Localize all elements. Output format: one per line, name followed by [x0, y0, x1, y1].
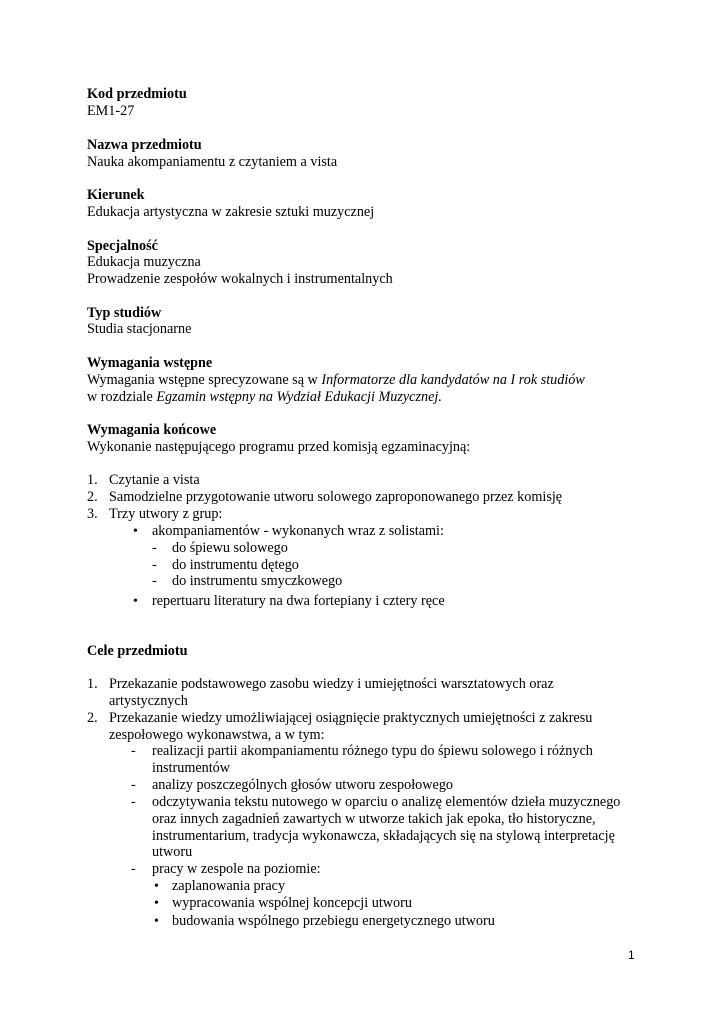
specialty-line: Prowadzenie zespołów wokalnych i instrumentalnych — [87, 271, 393, 287]
list-item: Czytanie a vista — [109, 472, 200, 488]
prerequisites-line2-italic: Egzamin wstępny na Wydział Edukacji Muzycznej. — [156, 389, 442, 405]
specialty-heading: Specjalność — [87, 238, 158, 254]
code-heading: Kod przedmiotu — [87, 86, 187, 102]
list-number: 1. — [87, 676, 98, 692]
prerequisites-line1-italic: Informatorze dla kandydatów na I rok studiów — [321, 372, 585, 388]
final-requirements-intro: Wykonanie następującego programu przed komisją egzaminacyjną: — [87, 439, 471, 455]
list-item: do instrumentu dętego — [172, 557, 299, 573]
dash-marker: - — [131, 861, 136, 877]
list-item: artystycznych — [109, 693, 188, 709]
list-item: repertuaru literatury na dwa fortepiany i cztery ręce — [152, 593, 445, 609]
list-item: analizy poszczególnych głosów utworu zespołowego — [152, 777, 454, 793]
list-number: 3. — [87, 506, 98, 522]
bullet-icon: • — [154, 879, 159, 894]
page-number: 1 — [628, 948, 635, 962]
list-item: Trzy utwory z grup: — [109, 506, 223, 522]
list-item: wypracowania wspólnej koncepcji utworu — [172, 895, 412, 911]
bullet-icon: • — [133, 524, 138, 539]
dash-marker: - — [131, 794, 136, 810]
bullet-icon: • — [154, 896, 159, 911]
dash-marker: - — [131, 777, 136, 793]
list-item: akompaniamentów - wykonanych wraz z solistami: — [152, 523, 444, 539]
list-number: 1. — [87, 472, 98, 488]
list-item: do instrumentu smyczkowego — [172, 573, 343, 589]
list-item: oraz innych zagadnień zawartych w utworze takich jak epoka, tło historyczne, — [152, 811, 596, 827]
list-item: instrumentów — [152, 760, 231, 776]
prerequisites-line1-text: Wymagania wstępne sprecyzowane są w — [87, 372, 322, 388]
list-item: utworu — [152, 844, 193, 860]
list-number: 2. — [87, 489, 98, 505]
list-item: budowania wspólnego przebiegu energetycznego utworu — [172, 913, 495, 929]
list-item: pracy w zespole na poziomie: — [152, 861, 321, 877]
list-item: Samodzielne przygotowanie utworu solowego zaproponowanego przez komisję — [109, 489, 563, 505]
code-value: EM1-27 — [87, 103, 135, 119]
list-item: do śpiewu solowego — [172, 540, 288, 556]
list-item: instrumentarium, tradycja wykonawcza, składających się na stylową interpretację — [152, 828, 615, 844]
study-type-value: Studia stacjonarne — [87, 321, 192, 337]
direction-value: Edukacja artystyczna w zakresie sztuki muzycznej — [87, 204, 375, 220]
dash-marker: - — [152, 540, 157, 556]
final-requirements-heading: Wymagania końcowe — [87, 422, 217, 438]
dash-marker: - — [152, 573, 157, 589]
list-item: realizacji partii akompaniamentu różnego typu do śpiewu solowego i różnych — [152, 743, 593, 759]
prerequisites-heading: Wymagania wstępne — [87, 355, 213, 371]
dash-marker: - — [152, 557, 157, 573]
goals-heading: Cele przedmiotu — [87, 643, 188, 659]
list-item: zaplanowania pracy — [172, 878, 286, 894]
dash-marker: - — [131, 743, 136, 759]
specialty-line: Edukacja muzyczna — [87, 254, 201, 270]
prerequisites-line1 — [87, 372, 585, 389]
list-item: odczytywania tekstu nutowego w oparciu o analizę elementów dzieła muzycznego — [152, 794, 621, 810]
direction-heading: Kierunek — [87, 187, 145, 203]
list-item: Przekazanie wiedzy umożliwiającej osiągnięcie praktycznych umiejętności z zakresu — [109, 710, 593, 726]
prerequisites-line2 — [87, 389, 442, 406]
bullet-icon: • — [154, 914, 159, 929]
study-type-heading: Typ studiów — [87, 305, 162, 321]
name-heading: Nazwa przedmiotu — [87, 137, 202, 153]
prerequisites-line2-text: w rozdziale — [87, 389, 157, 405]
list-number: 2. — [87, 710, 98, 726]
name-value: Nauka akompaniamentu z czytaniem a vista — [87, 154, 338, 170]
list-item: Przekazanie podstawowego zasobu wiedzy i umiejętności warsztatowych oraz — [109, 676, 554, 692]
bullet-icon: • — [133, 594, 138, 609]
list-item: zespołowego wykonawstwa, a w tym: — [109, 727, 325, 743]
